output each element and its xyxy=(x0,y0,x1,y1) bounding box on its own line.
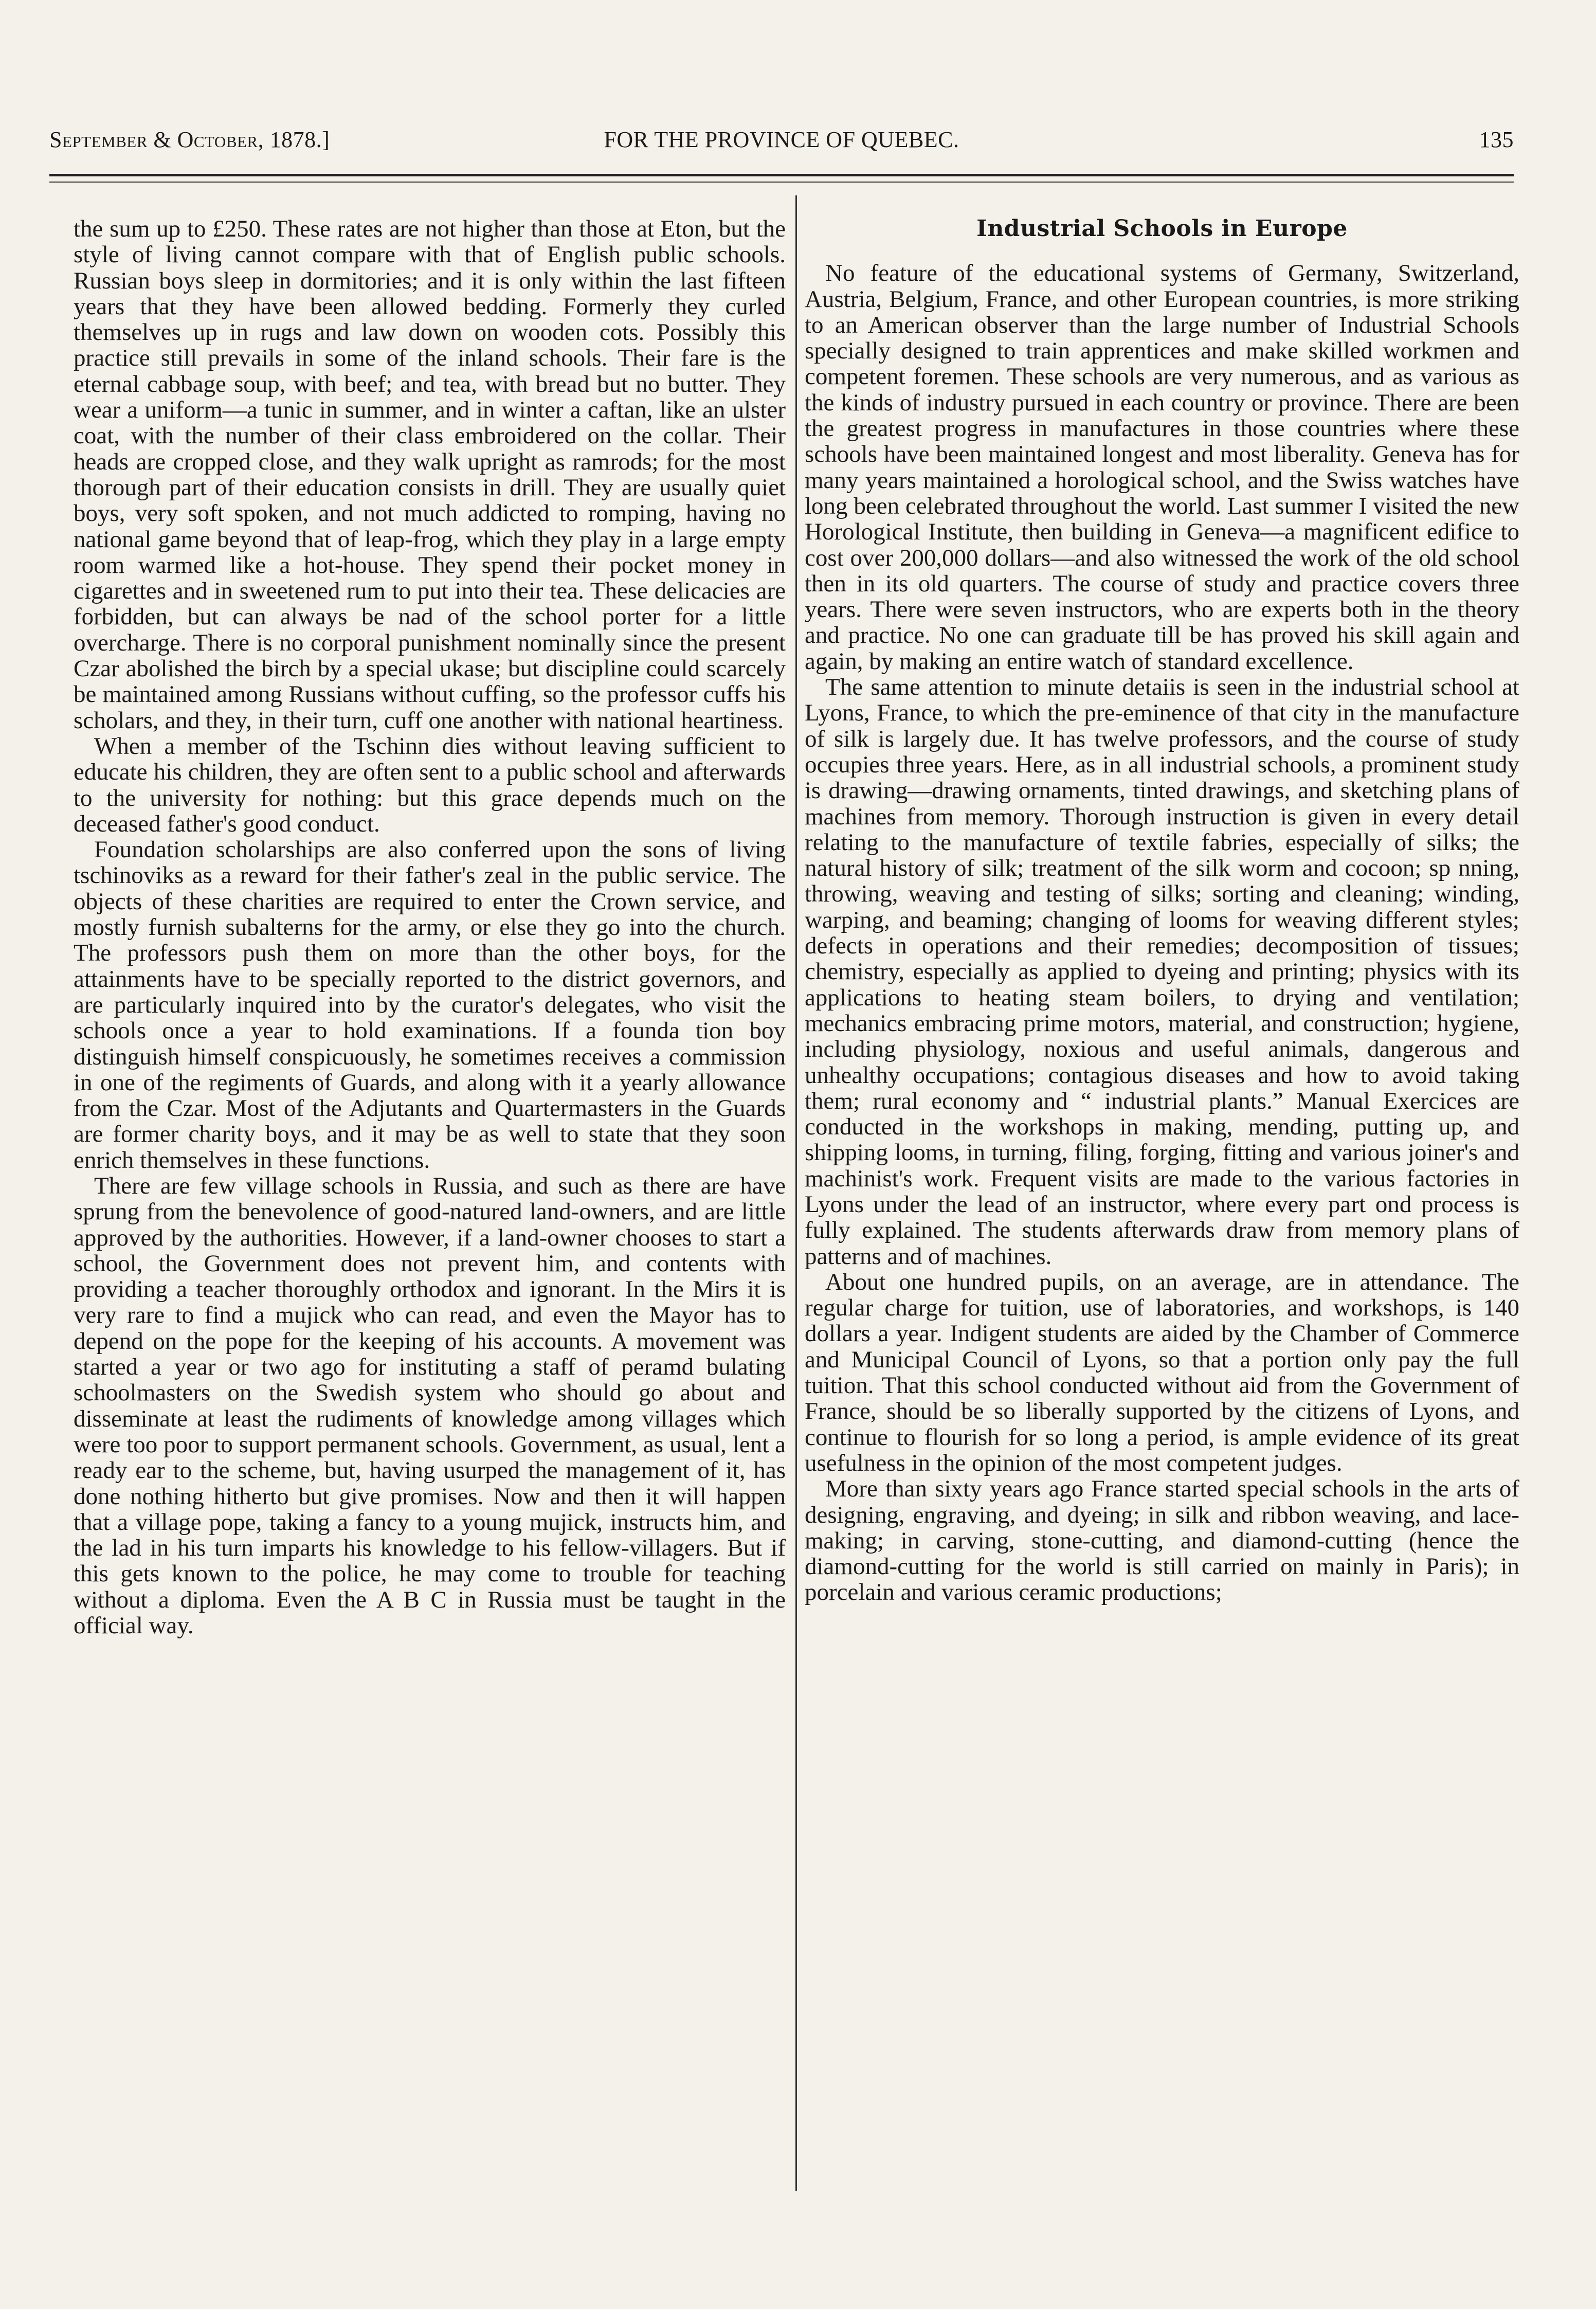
right-column xyxy=(805,216,1519,1606)
left-column xyxy=(74,216,786,1638)
paragraph: Foundation scholarships are also conferred upon the sons of living tschinoviks as a reward for their father's zeal in the public service. The objects of these charities are required to enter the Crown service, and mostly furnish subalterns for the army, or else they go into the church. The professors push them on more than the other boys, for the attainments have to be specially reported to the district governors, and are particularly inquired into by the curator's delegates, who visit the schools once a year to hold examinations. If a founda tion boy distinguish himself conspicuously, he sometimes receives a commission in one of the regiments of Guards, and along with it a yearly allowance from the Czar. Most of the Adjutants and Quartermasters in the Guards are former charity boys, and it may be as well to state that they soon enrich themselves in these functions. xyxy=(74,836,786,1174)
paragraph: There are few village schools in Russia, and such as there are have sprung from the benevolence of good-natured land-owners, and are little approved by the authorities. However, if a land-owner chooses to start a school, the Government does not prevent him, and contents with providing a teacher thoroughly orthodox and ignorant. In the Mirs it is very rare to find a mujick who can read, and even the Mayor has to depend on the pope for the keeping of his accounts. A movement was started a year or two ago for instituting a staff of peramd bulating schoolmasters on the Swedish system who should go about and disseminate at least the rudiments of knowledge among villages which were too poor to support permanent schools. Government, as usual, lent a ready ear to the scheme, but, having usurped the management of it, has done nothing hitherto but give promises. Now and then it will happen that a village pope, taking a fancy to a young mujick, instructs him, and the lad in his turn imparts his knowledge to his fellow-villagers. But if this gets known to the police, he may come to trouble for teaching without a diploma. Even the A B C in Russia must be taught in the official way. xyxy=(74,1172,786,1639)
column-divider xyxy=(795,195,797,2191)
paragraph: More than sixty years ago France started special schools in the arts of designing, engraving, and dyeing; in silk and ribbon weaving, and lace-making; in carving, stone-cutting, and diamond-cutting (hence the diamond-cutting for the world is still carried on mainly in Paris); in porcelain and various ceramic productions; xyxy=(805,1475,1519,1606)
header-rule-thick xyxy=(49,174,1514,176)
journal-title: FOR THE PROVINCE OF QUEBEC. xyxy=(604,127,959,152)
paragraph: No feature of the educational systems of Germany, Switzerland, Austria, Belgium, France, and other European countries, is more striking to an American observer than the large number of Industrial Schools specially designed to train apprentices and make skilled workmen and competent foremen. These schools are very numerous, and as various as the kinds of industry pursued in each country or province. There are been the greatest progress in manufactures in those countries where these schools have been maintained longest and most liberality. Geneva has for many years maintained a horological school, and the Swiss watches have long been celebrated throughout the world. Last summer I visited the new Horological Institute, then building in Geneva—a magnificent edifice to cost over 200,000 dollars—and also witnessed the work of the old school then in its old quarters. The course of study and practice covers three years. There were seven instructors, who are experts both in the theory and practice. No one can graduate till be has proved his skill again and again, by making an entire watch of standard excellence. xyxy=(805,260,1519,675)
running-header xyxy=(49,127,1514,164)
header-rule-thin xyxy=(49,182,1514,183)
paragraph: About one hundred pupils, on an average, are in attendance. The regular charge for tuition, use of laboratories, and workshops, is 140 dollars a year. Indigent students are aided by the Chamber of Commerce and Municipal Council of Lyons, so that a portion only pay the full tuition. That this school conducted without aid from the Government of France, should be so liberally supported by the citizens of Lyons, and continue to flourish for so long a period, is ample evidence of its great usefulness in the opinion of the most competent judges. xyxy=(805,1268,1519,1476)
issue-date: September & October, 1878.] xyxy=(49,127,330,152)
paragraph: When a member of the Tschinn dies without leaving sufficient to educate his children, they are often sent to a public school and afterwards to the university for nothing: but this grace depends much on the deceased father's good conduct. xyxy=(74,732,786,837)
page-number: 135 xyxy=(1479,127,1514,152)
section-title: Industrial Schools in Europe xyxy=(976,215,1348,242)
paragraph: The same attention to minute detaiis is seen in the industrial school at Lyons, France, to which the pre-eminence of that city in the manufacture of silk is largely due. It has twelve professors, and the course of study occupies three years. Here, as in all industrial schools, a prominent study is drawing—drawing ornaments, tinted drawings, and sketching plans of machines from memory. Thorough instruction is given in every detail relating to the manufacture of textile fabries, especially of silks; the natural history of silk; treatment of the silk worm and cocoon; sp nning, throwing, weaving and testing of silks; sorting and cleaning; winding, warping, and beaming; changing of looms for weaving different styles; defects in operations and their remedies; decomposition of tissues; chemistry, especially as applied to dyeing and printing; physics with its applications to heating steam boilers, to drying and ventilation; mechanics embracing prime motors, material, and construction; hygiene, including physiology, noxious and useful animals, dangerous and unhealthy occupations; contagious diseases and how to avoid taking them; rural economy and “ industrial plants.” Manual Exercices are conducted in the workshops in making, mending, putting up, and shipping looms, in turning, filing, forging, fitting and various joiner's and machinist's work. Frequent visits are made to the various factories in Lyons under the lead of an instructor, where every part ond process is fully explained. The students afterwards draw from memory plans of patterns and of machines. xyxy=(805,674,1519,1270)
paragraph: the sum up to £250. These rates are not higher than those at Eton, but the style of living cannot compare with that of English public schools. Russian boys sleep in dormitories; and it is only within the last fifteen years that they have been allowed bedding. Formerly they curled themselves up in rugs and law down on wooden cots. Possibly this practice still prevails in some of the inland schools. Their fare is the eternal cabbage soup, with beef; and tea, with bread but no butter. They wear a uniform—a tunic in summer, and in winter a caftan, like an ulster coat, with the number of their class embroidered on the collar. Their heads are cropped close, and they walk upright as ramrods; for the most thorough part of their education consists in drill. They are usually quiet boys, very soft spoken, and not much addicted to romping, having no national game beyond that of leap-frog, which they play in a large empty room warmed like a hot-house. They spend their pocket money in cigarettes and in sweetened rum to put into their tea. These delicacies are forbidden, but can always be nad of the school porter for a little overcharge. There is no corporal punishment nominally since the present Czar abolished the birch by a special ukase; but discipline could scarcely be maintained among Russians without cuffing, so the professor cuffs his scholars, and they, in their turn, cuff one another with national heartiness. xyxy=(74,215,786,734)
